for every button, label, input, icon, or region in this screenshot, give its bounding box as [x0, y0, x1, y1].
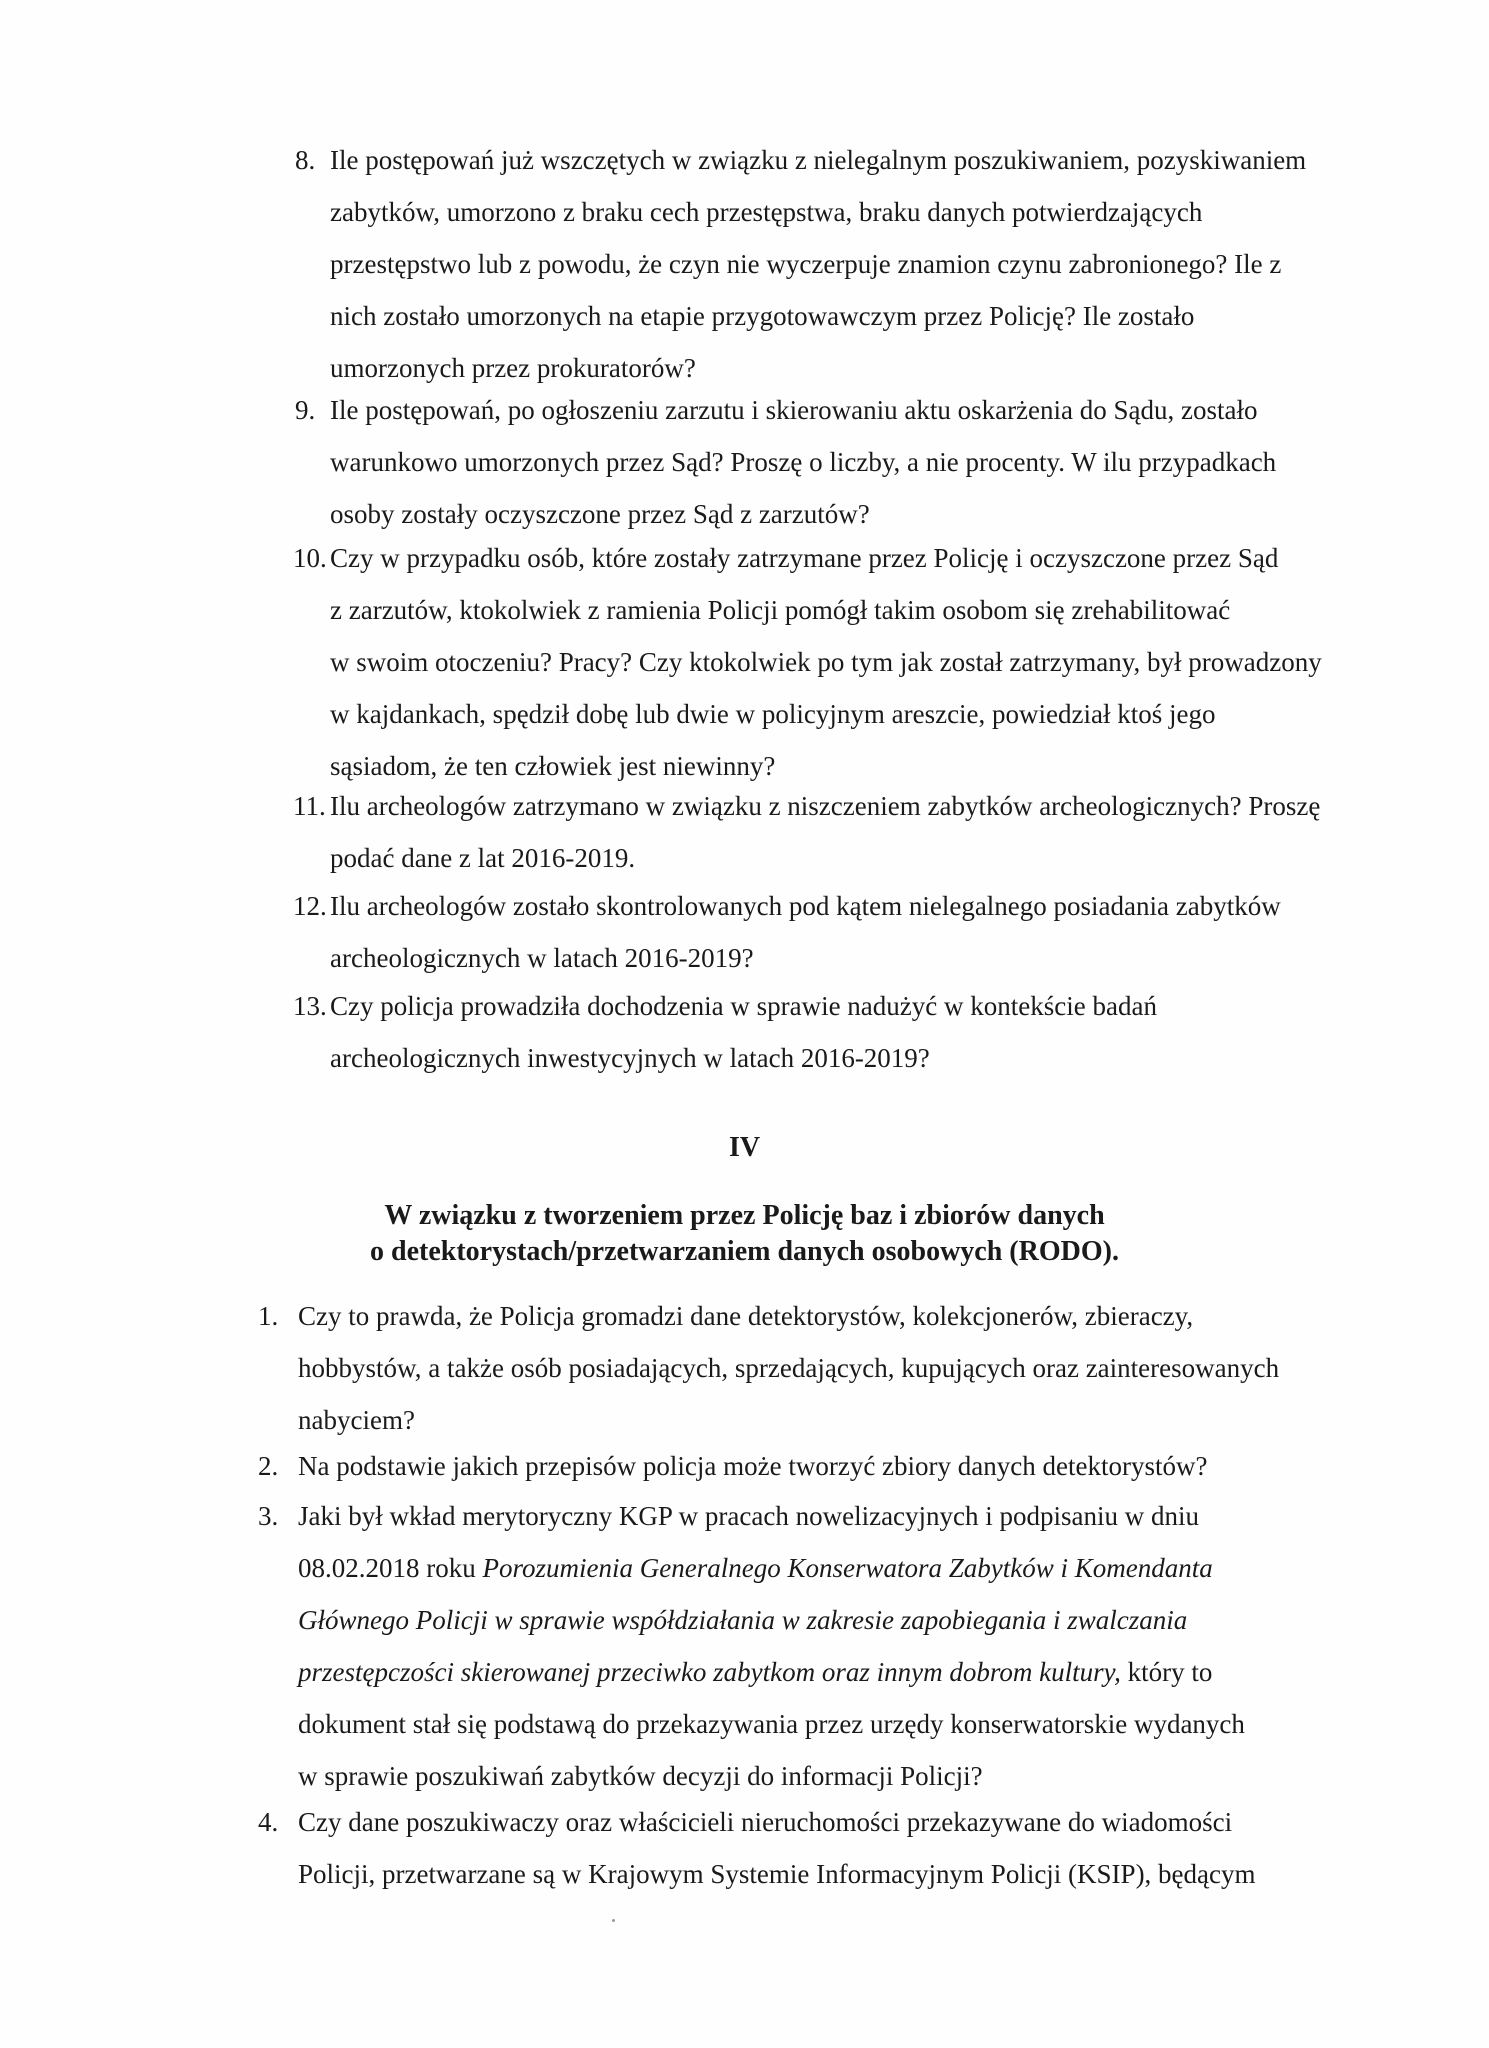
section-numeral: IV [728, 1132, 761, 1163]
question-text-before: Jaki był wkład merytoryczny KGP w pracach nowelizacyjnych i podpisaniu w dniu 08.02.2018 roku [298, 1501, 1200, 1583]
question-text: Ilu archeologów zatrzymano w związku z niszczeniem zabytków archeologicznych? Proszę podać dane z lat 2016-2019. [330, 791, 1321, 873]
question-number: 8. [295, 145, 316, 175]
question-text: Ilu archeologów zostało skontrolowanych pod kątem nielegalnego posiadania zabytków archeologicznych w latach 2016-2019? [330, 891, 1281, 973]
question-number: 13. [293, 991, 327, 1021]
question-text-after: który to dokument stał się podstawą do przekazywania przez urzędy konserwatorskie wydanych w sprawie poszukiwań zabytków decyzji do informacji Policji? [298, 1657, 1245, 1791]
question-number: 3. [258, 1501, 279, 1531]
question-text: Ile postępowań już wszczętych w związku z nielegalnym poszukiwaniem, pozyskiwaniem zabytków, umorzono z braku cech przestępstwa, braku danych potwierdzających przestępstwo lub z powodu, że czyn nie wyczerpuje znamion czynu zabronionego? Ile z nich zostało umorzonych na etapie przygotowawczym przez Policję? Ile zostało umorzonych przez prokuratorów? [330, 145, 1307, 383]
agreement-title: Porozumienia Generalnego Konserwatora Zabytków i Komendanta Głównego Policji w sprawie współdziałania w zakresie zapobiegania i zwalczania przestępczości skierowanej przeciwko zabytkom oraz innym dobrom kultury, [298, 1553, 1213, 1687]
question-number: 9. [295, 395, 316, 425]
question-text: Czy to prawda, że Policja gromadzi dane detektorystów, kolekcjonerów, zbieraczy, hobbystów, a także osób posiadających, sprzedających, kupujących oraz zainteresowanych nabyciem? [298, 1301, 1280, 1435]
scan-speck [612, 1919, 615, 1922]
question-text: Na podstawie jakich przepisów policja może tworzyć zbiory danych detektorystów? [298, 1451, 1208, 1481]
question-text: Czy policja prowadziła dochodzenia w sprawie nadużyć w kontekście badań archeologicznych inwestycyjnych w latach 2016-2019? [330, 991, 1157, 1073]
question-text [298, 1490, 1245, 1802]
question-number: 2. [258, 1451, 279, 1481]
question-number: 1. [258, 1301, 279, 1331]
question-number: 10. [293, 543, 327, 573]
section-heading: W związku z tworzeniem przez Policję baz i zbiorów danych o detektorystach/przetwarzaniem danych osobowych (RODO). [370, 1200, 1119, 1267]
question-text: Czy dane poszukiwaczy oraz właścicieli nieruchomości przekazywane do wiadomości Policji, przetwarzane są w Krajowym Systemie Informacyjnym Policji (KSIP), będącym [298, 1807, 1256, 1889]
question-number: 12. [293, 891, 327, 921]
question-number: 11. [293, 791, 326, 821]
question-text: Ile postępowań, po ogłoszeniu zarzutu i skierowaniu aktu oskarżenia do Sądu, zostało warunkowo umorzonych przez Sąd? Proszę o liczby, a nie procenty. W ilu przypadkach osoby zostały oczyszczone przez Sąd z zarzutów? [330, 395, 1277, 529]
question-number: 4. [258, 1807, 279, 1837]
question-text: Czy w przypadku osób, które zostały zatrzymane przez Policję i oczyszczone przez Sąd z zarzutów, ktokolwiek z ramienia Policji pomógł takim osobom się zrehabilitować w swoim otoczeniu? Pracy? Czy ktokolwiek po tym jak został zatrzymany, był prowadzony w kajdankach, spędził dobę lub dwie w policyjnym areszcie, powiedział ktoś jego sąsiadom, że ten człowiek jest niewinny? [330, 543, 1322, 781]
